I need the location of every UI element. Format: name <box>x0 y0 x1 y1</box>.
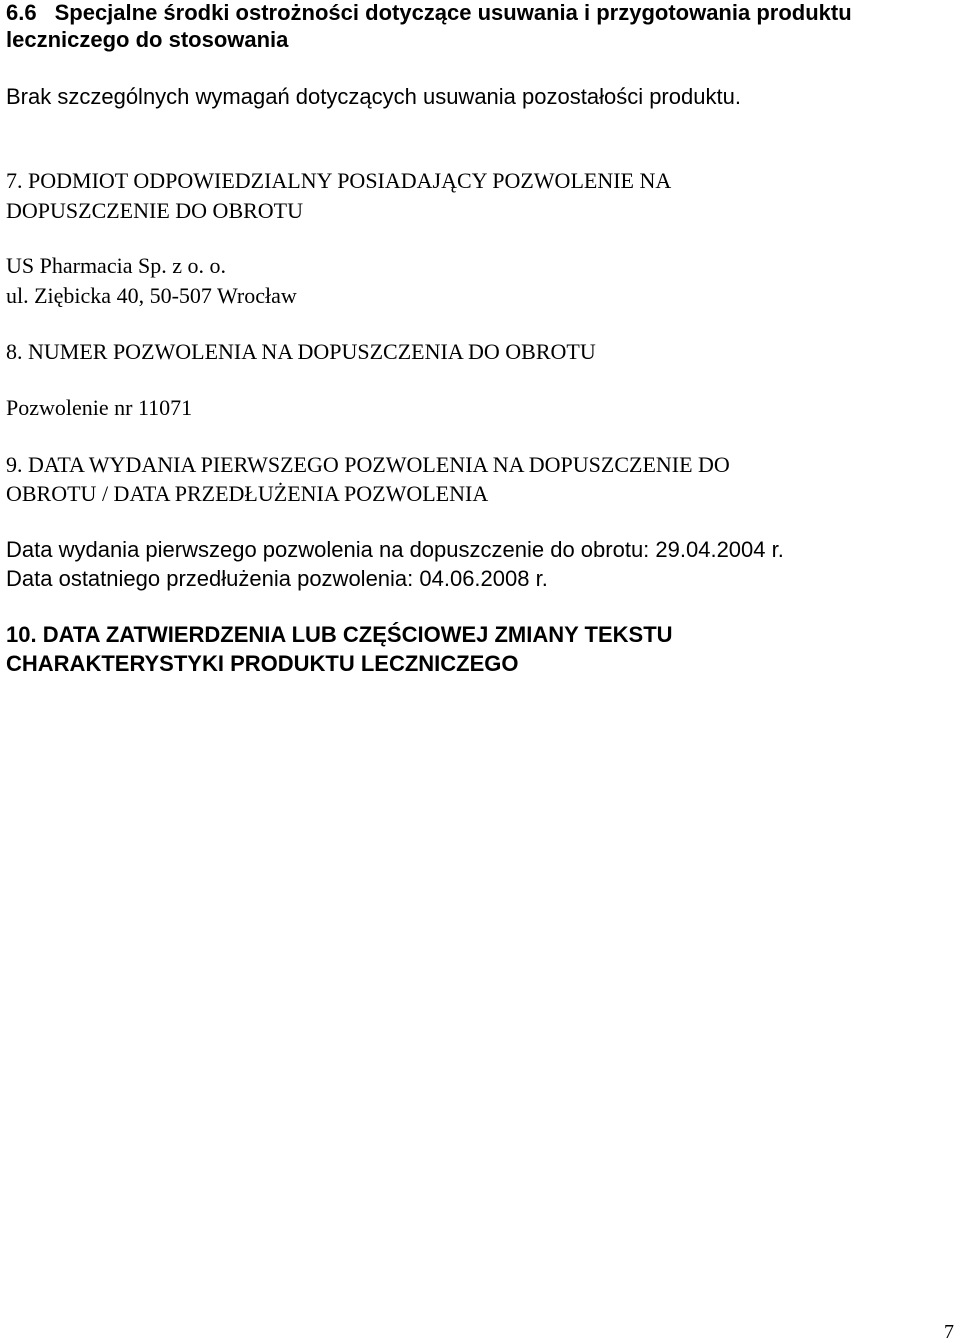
section-9-renewal-date: Data ostatniego przedłużenia pozwolenia: 04.06.2008 r. <box>6 566 548 591</box>
section-6-6-title-line1 <box>6 0 852 26</box>
section-6-6-title: Specjalne środki ostrożności dotyczące usuwania i przygotowania produktu <box>54 0 852 25</box>
section-8-heading: 8. NUMER POZWOLENIA NA DOPUSZCZENIA DO OBROTU <box>6 339 596 364</box>
section-8-body: Pozwolenie nr 11071 <box>6 395 193 420</box>
section-6-6-body: Brak szczególnych wymagań dotyczących usuwania pozostałości produktu. <box>6 84 741 109</box>
section-7-heading-line1: 7. PODMIOT ODPOWIEDZIALNY POSIADAJĄCY POZWOLENIE NA <box>6 168 672 193</box>
section-10-heading-line1: 10. DATA ZATWIERDZENIA LUB CZĘŚCIOWEJ ZMIANY TEKSTU <box>6 622 673 647</box>
section-6-6-title-line2: leczniczego do stosowania <box>6 27 289 52</box>
section-9-first-date: Data wydania pierwszego pozwolenia na dopuszczenie do obrotu: 29.04.2004 r. <box>6 537 784 562</box>
page-number: 7 <box>944 1321 954 1343</box>
section-7-heading-line2: DOPUSZCZENIE DO OBROTU <box>6 198 303 223</box>
section-9-heading-line2: OBROTU / DATA PRZEDŁUŻENIA POZWOLENIA <box>6 481 489 506</box>
section-6-6-number: 6.6 <box>6 0 37 25</box>
section-7-company: US Pharmacia Sp. z o. o. <box>6 253 226 278</box>
section-9-heading-line1: 9. DATA WYDANIA PIERWSZEGO POZWOLENIA NA DOPUSZCZENIE DO <box>6 452 730 477</box>
section-7-address: ul. Ziębicka 40, 50-507 Wrocław <box>6 283 297 308</box>
section-10-heading-line2: CHARAKTERYSTYKI PRODUKTU LECZNICZEGO <box>6 651 519 676</box>
